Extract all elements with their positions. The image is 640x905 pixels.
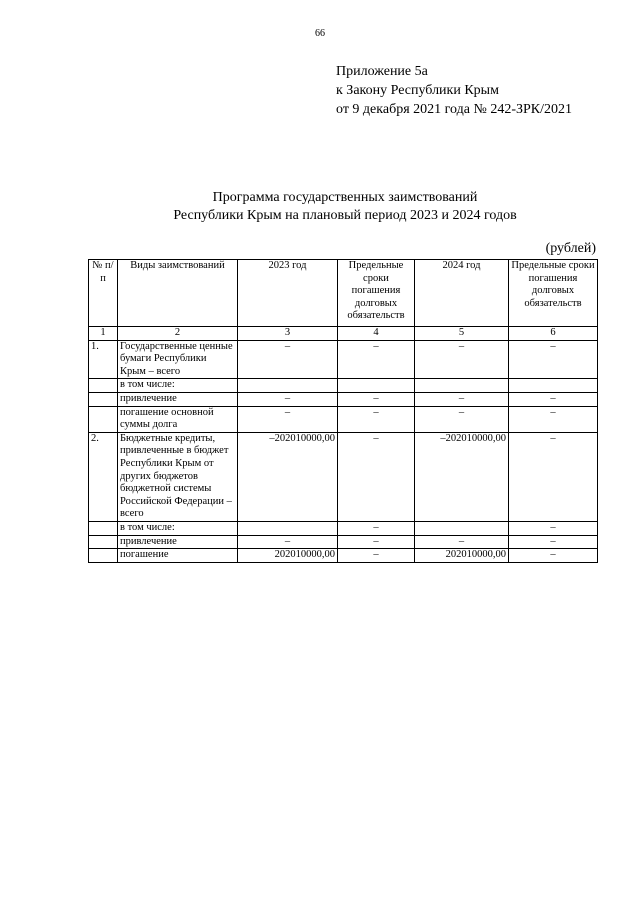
column-number: 1 — [89, 327, 118, 341]
cell-2023: – — [238, 535, 338, 549]
cell-term-2023: – — [338, 535, 415, 549]
units-label: (рублей) — [545, 241, 596, 256]
cell-2023: –202010000,00 — [238, 432, 338, 521]
header-type: Виды заимствований — [118, 260, 238, 327]
table-row — [89, 521, 598, 535]
appendix-line: Приложение 5а — [336, 64, 428, 79]
appendix-line: к Закону Республики Крым — [336, 83, 499, 98]
cell-term-2024: – — [509, 340, 598, 379]
table-body — [89, 340, 598, 562]
cell-2024: – — [415, 535, 509, 549]
header-2024: 2024 год — [415, 260, 509, 327]
header-2023: 2023 год — [238, 260, 338, 327]
column-number-row — [89, 327, 598, 341]
table-row — [89, 406, 598, 432]
cell-type: в том числе: — [118, 521, 238, 535]
cell-number: 1. — [89, 340, 118, 379]
cell-2023: – — [238, 340, 338, 379]
column-number: 6 — [509, 327, 598, 341]
table-row — [89, 549, 598, 563]
table-row — [89, 392, 598, 406]
cell-number — [89, 379, 118, 393]
cell-2023: – — [238, 406, 338, 432]
table-row — [89, 432, 598, 521]
header-term-2024: Предельные сроки погашения долговых обязательств — [509, 260, 598, 327]
cell-number — [89, 549, 118, 563]
cell-2023 — [238, 379, 338, 393]
cell-term-2024: – — [509, 406, 598, 432]
column-number: 5 — [415, 327, 509, 341]
borrowing-table — [88, 259, 598, 563]
title-line: Программа государственных заимствований — [212, 190, 478, 205]
appendix-line: от 9 декабря 2021 года № 242-ЗРК/2021 — [336, 102, 573, 117]
cell-number — [89, 521, 118, 535]
cell-type: в том числе: — [118, 379, 238, 393]
appendix-header — [336, 62, 572, 119]
cell-term-2023: – — [338, 432, 415, 521]
cell-number — [89, 392, 118, 406]
cell-type: привлечение — [118, 535, 238, 549]
cell-number — [89, 406, 118, 432]
document-title — [0, 189, 640, 225]
cell-term-2024: – — [509, 432, 598, 521]
title-line: Республики Крым на плановый период 2023 и 2024 годов — [173, 208, 517, 223]
cell-term-2024 — [509, 379, 598, 393]
cell-number: 2. — [89, 432, 118, 521]
cell-2023 — [238, 521, 338, 535]
cell-2024: – — [415, 340, 509, 379]
column-number: 4 — [338, 327, 415, 341]
table-header-row — [89, 260, 598, 327]
cell-type: привлечение — [118, 392, 238, 406]
column-number: 2 — [118, 327, 238, 341]
cell-2024 — [415, 521, 509, 535]
cell-term-2023: – — [338, 549, 415, 563]
cell-term-2023: – — [338, 406, 415, 432]
cell-2023: – — [238, 392, 338, 406]
cell-number — [89, 535, 118, 549]
cell-2024: –202010000,00 — [415, 432, 509, 521]
cell-term-2023: – — [338, 521, 415, 535]
header-number: № п/п — [89, 260, 118, 327]
cell-term-2023: – — [338, 392, 415, 406]
cell-type: погашение — [118, 549, 238, 563]
cell-2023: 202010000,00 — [238, 549, 338, 563]
cell-term-2024: – — [509, 392, 598, 406]
table-row — [89, 379, 598, 393]
cell-2024: 202010000,00 — [415, 549, 509, 563]
table-row — [89, 535, 598, 549]
cell-term-2024: – — [509, 549, 598, 563]
cell-type: погашение основной суммы долга — [118, 406, 238, 432]
header-term-2023: Предельные сроки погашения долговых обязательств — [338, 260, 415, 327]
column-number: 3 — [238, 327, 338, 341]
cell-type: Бюджетные кредиты, привлеченные в бюджет Республики Крым от других бюджетов бюджетной системы Российской Федерации – всего — [118, 432, 238, 521]
cell-2024: – — [415, 406, 509, 432]
cell-term-2023 — [338, 379, 415, 393]
cell-term-2024: – — [509, 521, 598, 535]
page-number: 66 — [315, 28, 325, 39]
cell-type: Государственные ценные бумаги Республики Крым – всего — [118, 340, 238, 379]
table-row — [89, 340, 598, 379]
cell-term-2024: – — [509, 535, 598, 549]
cell-2024 — [415, 379, 509, 393]
cell-2024: – — [415, 392, 509, 406]
cell-term-2023: – — [338, 340, 415, 379]
